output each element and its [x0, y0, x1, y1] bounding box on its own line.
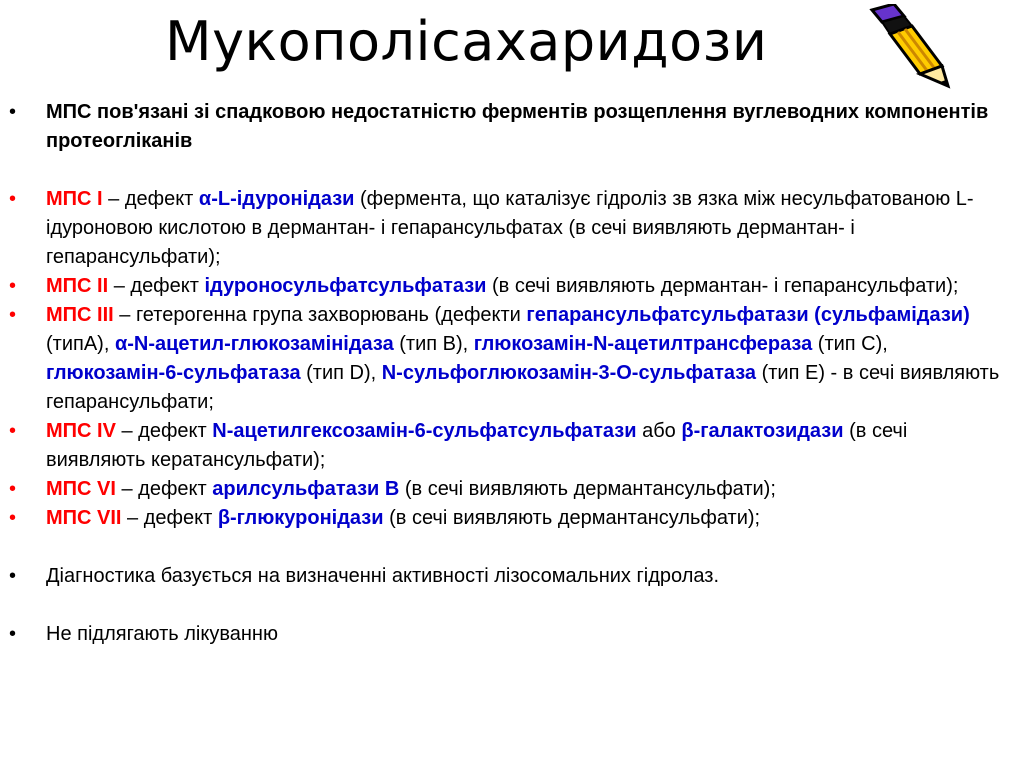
bullet-marker: •	[9, 623, 17, 645]
slide-title: Мукополісахаридози	[165, 10, 768, 73]
list-item	[0, 562, 1024, 591]
enzyme-name: арилсульфатази В	[212, 478, 400, 500]
bullet-marker: •	[9, 275, 17, 297]
item-text: МПС пов'язані зі спадковою недостатністю ферментів розщеплення вуглеводних компонентів протеогліканів	[46, 101, 989, 152]
bullet-marker: •	[9, 101, 17, 123]
bullet-marker: •	[9, 478, 17, 500]
list-item: • МПС IV – дефект N-ацетилгексозамін-6-сульфатсульфатази або β-галактозидази (в сечі виявляють кератансульфати);	[0, 417, 1024, 475]
list-item: • МПС VII – дефект β-глюкуронідази (в сечі виявляють дермантансульфати);	[0, 504, 1024, 533]
bullet-marker: •	[9, 304, 17, 326]
list-item	[0, 98, 1024, 156]
item-text: Діагностика базується на визначенні активності лізосомальних гідролаз.	[46, 565, 719, 587]
list-item	[0, 620, 1024, 649]
enzyme-name: N-ацетилгексозамін-6-сульфатсульфатази	[212, 420, 637, 442]
enzyme-name: α-N-ацетил-глюкозамінідаза	[114, 333, 394, 355]
pencil-icon	[858, 4, 954, 90]
enzyme-name: глюкозамін-N-ацетилтрансфераза	[473, 333, 813, 355]
enzyme-name: N-сульфоглюкозамін-3-О-сульфатаза	[381, 362, 757, 384]
mps-type-label: МПС I	[46, 188, 103, 210]
enzyme-name: β-глюкуронідази	[217, 507, 384, 529]
enzyme-name: α-L-ідуронідази	[198, 188, 355, 210]
enzyme-name: ідуроносульфатсульфатази	[204, 275, 487, 297]
mps-type-label: МПС VII	[46, 507, 122, 529]
bullet-marker: •	[9, 565, 17, 587]
mps-type-label: МПС II	[46, 275, 109, 297]
list-item: • МПС II – дефект ідуроносульфатсульфатази (в сечі виявляють дермантан- і гепарансульфати);	[0, 272, 1024, 301]
mps-type-label: МПС III	[46, 304, 114, 326]
bullet-marker: •	[9, 507, 17, 529]
enzyme-name: гепарансульфатсульфатази (сульфамідази)	[526, 304, 970, 326]
bullet-list	[0, 98, 1024, 649]
list-item: • МПС I – дефект α-L-ідуронідази (фермента, що каталізує гідроліз зв язка між несульфатованою L-ідуроновою кислотою в дермантан- і гепарансульфатах (в сечі виявляють дермантан- і гепарансульфати);	[0, 185, 1024, 272]
bullet-marker: •	[9, 420, 17, 442]
list-item: • МПС III – гетерогенна група захворювань (дефекти гепарансульфатсульфатази (сульфамідази) (типА), α-N-ацетил-глюкозамінідаза (тип В), глюкозамін-N-ацетилтрансфераза (тип С), глюкозамін-6-сульфатаза (тип D), N-сульфоглюкозамін-3-О-сульфатаза (тип Е) - в сечі виявляють гепарансульфати;	[0, 301, 1024, 417]
bullet-marker: •	[9, 188, 17, 210]
list-item: • МПС VI – дефект арилсульфатази В (в сечі виявляють дермантансульфати);	[0, 475, 1024, 504]
enzyme-name: β-галактозидази	[681, 420, 844, 442]
enzyme-name: глюкозамін-6-сульфатаза	[46, 362, 301, 384]
mps-type-label: МПС IV	[46, 420, 116, 442]
mps-type-label: МПС VI	[46, 478, 116, 500]
item-text: Не підлягають лікуванню	[46, 623, 278, 645]
